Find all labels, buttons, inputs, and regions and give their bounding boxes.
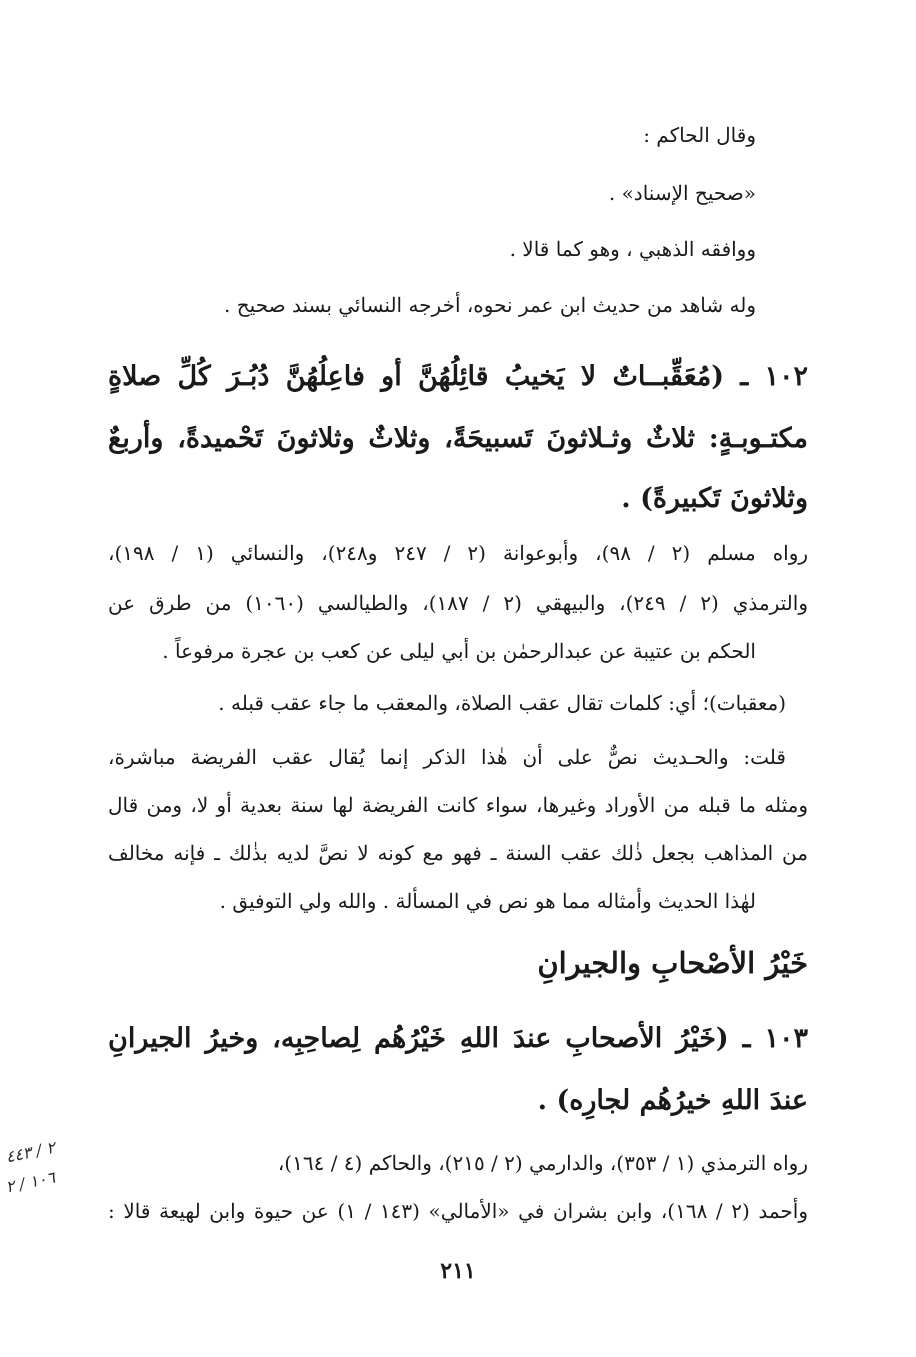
hadith-102-line: وثلاثونَ تَكبيرةً) . [621, 483, 808, 514]
takhrij-line: الحكم بن عتيبة عن عبدالرحمٰن بن أبي ليلى عن كعب بن عجرة مرفوعاً . [162, 639, 756, 663]
handwritten-note: ١٠٦ / ٢ [4, 1167, 57, 1197]
page-number: ٢١١ [440, 1258, 476, 1284]
hadith-103-line: عندَ اللهِ خيرُهُم لجارِه) . [537, 1085, 808, 1116]
comment-line: ومثله ما قبله من الأوراد وغيرها، سواء كانت الفريضة لها سنة بعدية أو لا، ومن قال [108, 793, 808, 817]
hadith-103-line: ١٠٣ ـ (خَيْرُ الأصحابِ عندَ اللهِ خَيْرُهُم لِصاحِبِه، وخيرُ الجيرانِ [108, 1023, 808, 1054]
hadith-102-line: ١٠٢ ـ (مُعَقِّبــاتٌ لا يَخيبُ قائِلُهُنَّ أو فاعِلُهُنَّ دُبُـرَ كُلِّ صلاةٍ [108, 361, 808, 392]
handwritten-note: ٢ / ٤٤٣ [4, 1137, 57, 1167]
hadith-102-line: مكتـوبـةٍ: ثلاثٌ وثـلاثونَ تَسبيحَةً، وثلاثٌ وثلاثونَ تَحْميدةً، وأربعٌ [108, 423, 808, 454]
takhrij-line: والترمذي (٢ / ٢٤٩)، والبيهقي (٢ / ١٨٧)، والطيالسي (١٠٦٠) من طرق عن [108, 591, 808, 615]
comment-line: من المذاهب بجعل ذٰلك عقب السنة ـ فهو مع كونه لا نصَّ لديه بذٰلك ـ فإنه مخالف [108, 841, 808, 865]
text-line: وله شاهد من حديث ابن عمر نحوه، أخرجه النسائي بسند صحيح . [224, 293, 756, 317]
definition-line: (معقبات)؛ أي: كلمات تقال عقب الصلاة، والمعقب ما جاء عقب قبله . [218, 691, 786, 715]
takhrij-line: رواه مسلم (٢ / ٩٨)، وأبوعوانة (٢ / ٢٤٧ و٢٤٨)، والنسائي (١ / ١٩٨)، [108, 541, 809, 565]
comment-line: لهٰذا الحديث وأمثاله مما هو نص في المسألة . والله ولي التوفيق . [219, 889, 756, 913]
takhrij-line: وأحمد (٢ / ١٦٨)، وابن بشران في «الأمالي» (١٤٣ / ١) عن حيوة وابن لهيعة قالا : [108, 1199, 809, 1223]
section-title: خَيْرُ الأصْحابِ والجيرانِ [537, 946, 808, 980]
text-line: وقال الحاكم : [643, 123, 756, 147]
comment-line: قلت: والحـديث نصٌّ على أن هٰذا الذكر إنما يُقال عقب الفريضة مباشرة، [108, 745, 786, 769]
takhrij-line: رواه الترمذي (١ / ٣٥٣)، والدارمي (٢ / ٢١٥)، والحاكم (٤ / ١٦٤)، [277, 1151, 808, 1175]
text-line: ووافقه الذهبي ، وهو كما قالا . [509, 237, 756, 261]
text-line: «صحيح الإسناد» . [608, 181, 756, 205]
